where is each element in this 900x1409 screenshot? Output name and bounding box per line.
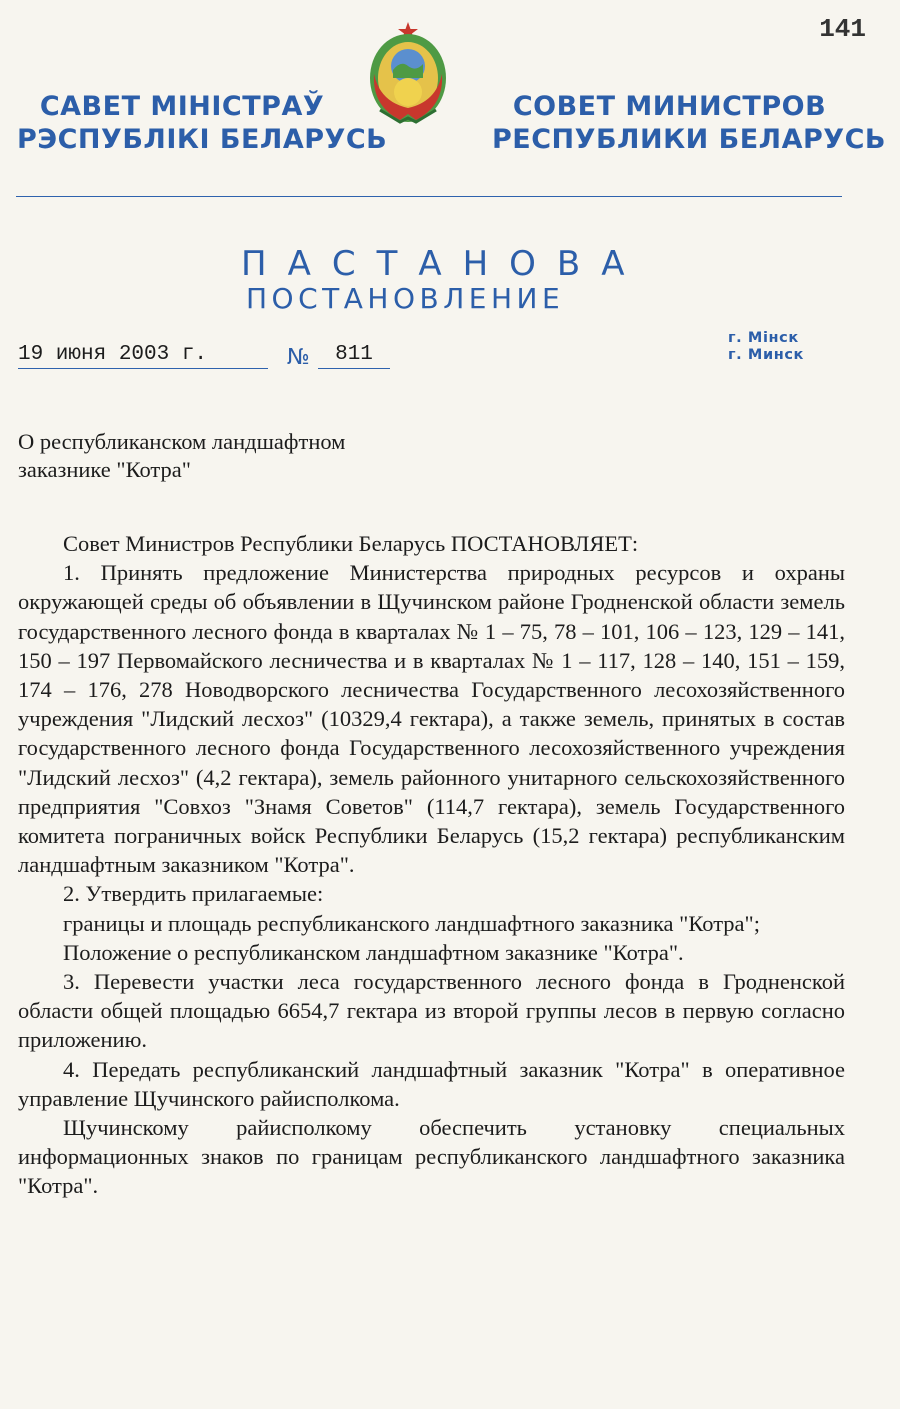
org-name-belarusian-line2: РЭСПУБЛІКІ БЕЛАРУСЬ bbox=[17, 124, 388, 155]
paragraph-item-2-regulation: Положение о республиканском ландшафтном заказнике "Котра". bbox=[63, 939, 684, 965]
header-divider bbox=[16, 196, 842, 197]
paragraph-item-4: 4. Передать республиканский ландшафтный заказник "Котра" в оперативное управление Щучинского райисполкома. bbox=[18, 1056, 845, 1111]
org-name-belarusian bbox=[17, 90, 388, 156]
org-name-russian bbox=[492, 90, 886, 156]
number-sign: № bbox=[287, 345, 310, 370]
city-block bbox=[728, 330, 804, 364]
city-russian: г. Минск bbox=[728, 347, 804, 363]
paragraph-item-2: 2. Утвердить прилагаемые: bbox=[63, 881, 324, 907]
org-name-russian-line2: РЕСПУБЛИКИ БЕЛАРУСЬ bbox=[492, 124, 886, 155]
city-belarusian: г. Мінск bbox=[728, 330, 799, 346]
document-title-russian: ПОСТАНОВЛЕНИЕ bbox=[246, 282, 565, 315]
state-emblem-icon bbox=[366, 20, 450, 128]
subject-line1: О республиканском ландшафтном bbox=[18, 429, 346, 454]
paragraph-item-4-signs: Щучинскому райисполкому обеспечить установку специальных информационных знаков по границам республиканского ландшафтного заказника "Котра". bbox=[18, 1115, 845, 1199]
document-number: 811 bbox=[318, 344, 390, 369]
document-subject bbox=[18, 428, 438, 484]
paragraph-preamble: Совет Министров Республики Беларусь ПОСТАНОВЛЯЕТ: bbox=[63, 531, 639, 556]
org-name-belarusian-line1: САВЕТ МІНІСТРАЎ bbox=[39, 91, 325, 122]
paragraph-item-1: 1. Принять предложение Министерства природных ресурсов и охраны окружающей среды об объявлении в Щучинском районе Гродненской области земель государственного лесного фонда в кварталах № 1 – 75, 78 – 101, 106 – 123, 129 – 141, 150 – 197 Первомайского лесничества и в кварталах № 1 – 117, 128 – 140, 151 – 159, 174 – 176, 278 Новодворского лесничества Государственного лесохозяйственного учреждения "Лидский лесхоз" (10329,4 гектара), а также земель, принятых в состав государственного лесного фонда Государственного лесохозяйственного учреждения "Лидский лесхоз" (4,2 гектара), земель районного унитарного сельскохозяйственного предприятия "Совхоз "Знамя Советов" (114,7 гектара), земель Государственного комитета пограничных войск Республики Беларусь (15,2 гектара) республиканским ландшафтным заказником "Котра". bbox=[18, 560, 845, 878]
paragraph-item-2-boundaries: границы и площадь республиканского ландшафтного заказника "Котра"; bbox=[63, 910, 760, 936]
paragraph-item-3: 3. Перевести участки леса государственного лесного фонда в Гродненской области общей площадью 6654,7 гектара из второй группы лесов в первую согласно приложению. bbox=[18, 969, 845, 1053]
document-title-belarusian: ПАСТАНОВА bbox=[241, 244, 646, 284]
page-number: 141 bbox=[819, 14, 866, 44]
org-name-russian-line1: СОВЕТ МИНИСТРОВ bbox=[512, 91, 827, 122]
subject-line2: заказнике "Котра" bbox=[18, 457, 191, 482]
document-body bbox=[18, 529, 845, 1201]
document-date: 19 июня 2003 г. bbox=[18, 344, 268, 369]
